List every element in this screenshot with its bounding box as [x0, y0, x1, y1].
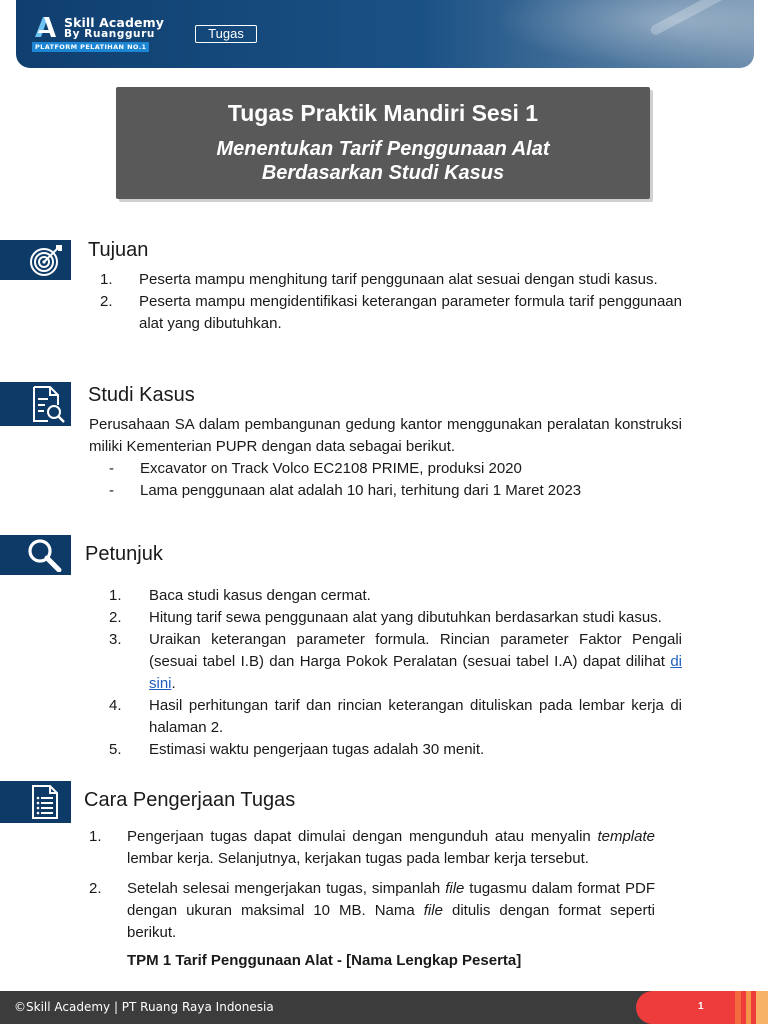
tujuan-heading: Tujuan — [88, 239, 149, 261]
subtitle-line-1: Menentukan Tarif Penggunaan Alat — [216, 138, 550, 160]
cara-icon-block — [0, 781, 71, 823]
bullet-dash: - — [109, 482, 114, 499]
filename-format: TPM 1 Tarif Penggunaan Alat - [Nama Lengkap Peserta] — [127, 952, 522, 969]
brand-byline: By Ruangguru — [64, 28, 155, 40]
list-item — [109, 739, 682, 761]
studi-kasus-heading: Studi Kasus — [88, 384, 195, 406]
list-number: 1. — [109, 587, 122, 604]
list-item — [89, 480, 682, 502]
list-item — [89, 826, 655, 870]
list-text: Peserta mampu menghitung tarif penggunaan alat sesuai dengan studi kasus. — [139, 271, 658, 288]
tugas-badge: Tugas — [195, 25, 257, 43]
studi-kasus-bullets — [89, 458, 682, 502]
header-banner — [16, 0, 754, 68]
list-item — [96, 291, 682, 335]
list-text-part: . — [171, 675, 176, 692]
page-number: 1 — [698, 1001, 704, 1012]
list-number: 2. — [89, 880, 102, 897]
title-box — [116, 87, 650, 199]
list-text-part: Uraikan keterangan parameter formula. Rincian parameter Faktor Pengali (sesuai tabel I.B) dan Harga Pokok Peralatan (sesuai tabel I.A) dapat dilihat — [149, 631, 682, 670]
subtitle-line-2: Berdasarkan Studi Kasus — [261, 162, 505, 184]
brand-tagline: PLATFORM PELATIHAN NO.1 — [32, 42, 149, 52]
list-number: 5. — [109, 741, 122, 758]
list-text: Lama penggunaan alat adalah 10 hari, terhitung dari 1 Maret 2023 — [140, 482, 582, 499]
list-item — [89, 458, 682, 480]
footer-bar — [0, 991, 768, 1024]
tujuan-icon-block — [0, 240, 71, 280]
list-text-part: ditulis dengan format seperti berikut. — [127, 902, 655, 941]
footer-stripe — [756, 991, 768, 1024]
list-text: Baca studi kasus dengan cermat. — [149, 587, 371, 604]
target-icon — [27, 243, 65, 277]
list-text-part: lembar kerja. Selanjutnya, kerjakan tugas pada lembar kerja tersebut. — [127, 850, 589, 867]
list-number: 1. — [100, 271, 113, 288]
magnifier-icon — [26, 538, 64, 572]
emphasis-term: template — [597, 828, 655, 845]
list-item — [109, 695, 682, 739]
list-number: 4. — [109, 697, 122, 714]
bullet-dash: - — [109, 460, 114, 477]
footer-stripe — [735, 991, 741, 1024]
petunjuk-heading: Petunjuk — [85, 543, 163, 565]
list-text — [109, 629, 682, 695]
footer-stripe — [746, 991, 751, 1024]
banner-photo-overlay — [494, 0, 754, 68]
emphasis-term: file — [445, 880, 465, 897]
list-item — [109, 607, 682, 629]
logo-mark-icon — [32, 16, 58, 38]
list-text: Hasil perhitungan tarif dan rincian keterangan dituliskan pada lembar kerja di halaman 2. — [149, 697, 682, 736]
list-number: 1. — [89, 828, 102, 845]
document-list-icon — [30, 784, 60, 820]
page-title: Tugas Praktik Mandiri Sesi 1 — [227, 100, 539, 126]
petunjuk-icon-block — [0, 535, 71, 575]
list-item — [96, 269, 682, 291]
list-text-part: Setelah selesai mengerjakan tugas, simpanlah — [127, 880, 446, 897]
list-text-part: tugasmu dalam format PDF dengan ukuran maksimal 10 MB. Nama — [127, 880, 655, 919]
studi-kasus-intro: Perusahaan SA dalam pembangunan gedung kantor menggunakan peralatan konstruksi miliki Kementerian PUPR dengan data sebagai berikut. — [89, 416, 682, 455]
list-text-part: Pengerjaan tugas dapat dimulai dengan mengunduh atau menyalin — [127, 828, 598, 845]
footer-copyright: ©Skill Academy | PT Ruang Raya Indonesia — [14, 1000, 274, 1014]
list-item — [109, 585, 682, 607]
tujuan-list — [96, 269, 682, 335]
brand-name: Skill Academy — [64, 15, 164, 30]
document-search-icon — [30, 385, 66, 423]
list-text: Hitung tarif sewa penggunaan alat yang dibutuhkan berdasarkan studi kasus. — [149, 609, 662, 626]
list-text: Estimasi waktu pengerjaan tugas adalah 30 menit. — [149, 741, 485, 758]
page-subtitle — [116, 137, 650, 185]
list-text — [89, 878, 655, 944]
list-number: 2. — [109, 609, 122, 626]
studi-kasus-icon-block — [0, 382, 71, 426]
list-item — [89, 878, 655, 944]
cara-list — [89, 826, 655, 944]
emphasis-term: file — [423, 902, 443, 919]
petunjuk-list — [109, 585, 682, 761]
list-item — [109, 629, 682, 695]
list-number: 2. — [100, 293, 113, 310]
list-text: Peserta mampu mengidentifikasi keterangan parameter formula tarif penggunaan alat yang dibutuhkan. — [139, 293, 682, 332]
di-sini-link[interactable]: di sini — [149, 653, 682, 692]
list-number: 3. — [109, 631, 122, 648]
list-text: Excavator on Track Volco EC2108 PRIME, produksi 2020 — [140, 460, 522, 477]
cara-heading: Cara Pengerjaan Tugas — [84, 789, 296, 811]
list-text — [89, 826, 655, 870]
